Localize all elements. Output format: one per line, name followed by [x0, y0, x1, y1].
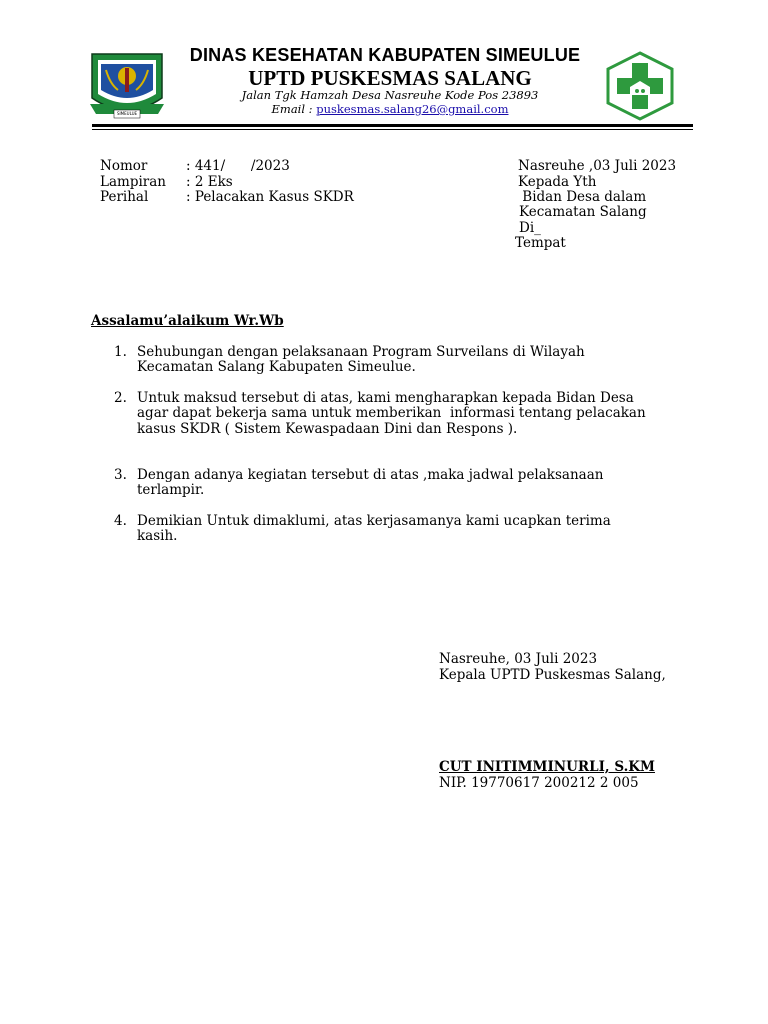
signatory-nip: NIP. 19770617 200212 2 005: [439, 775, 639, 791]
lampiran-label: Lampiran: [100, 174, 166, 190]
signatory-name: CUT INITIMMINURLI, S.KM: [439, 759, 655, 775]
item-4-line-2: kasih.: [137, 528, 178, 544]
item-4-line-1: Demikian Untuk dimaklumi, atas kerjasamanya kami ucapkan terima: [137, 513, 611, 529]
item-number: 1.: [114, 344, 127, 360]
perihal-value: : Pelacakan Kasus SKDR: [186, 189, 354, 205]
item-3-line-1: Dengan adanya kegiatan tersebut di atas ,maka jadwal pelaksanaan: [137, 467, 604, 483]
recipient-line-4: Tempat: [515, 235, 566, 251]
item-2-line-1: Untuk maksud tersebut di atas, kami mengharapkan kepada Bidan Desa: [137, 390, 634, 406]
signature-position: Kepala UPTD Puskesmas Salang,: [439, 667, 666, 683]
recipient-line-1: Bidan Desa dalam: [518, 189, 647, 205]
regency-logo-label: SIMEULUE: [116, 111, 138, 116]
header-rule-thick: [92, 124, 693, 127]
header-rule-thin: [92, 129, 693, 130]
perihal-label: Perihal: [100, 189, 149, 205]
recipient-salutation: Kepada Yth: [518, 174, 597, 190]
recipient-line-3: Di_: [519, 220, 541, 236]
item-number: 2.: [114, 390, 127, 406]
greeting: Assalamu’alaikum Wr.Wb: [91, 313, 284, 329]
lampiran-value: : 2 Eks: [186, 174, 233, 190]
email-line: [100, 102, 680, 116]
nomor-label: Nomor: [100, 158, 148, 174]
signature-place-date: Nasreuhe, 03 Juli 2023: [439, 651, 598, 667]
item-2-line-2: agar dapat bekerja sama untuk memberikan informasi tentang pelacakan: [137, 405, 646, 421]
item-2-line-3: kasus SKDR ( Sistem Kewaspadaan Dini dan Respons ).: [137, 421, 518, 437]
nomor-value: : 441/ /2023: [186, 158, 290, 174]
item-number: 3.: [114, 467, 127, 483]
item-1-line-1: Sehubungan dengan pelaksanaan Program Surveilans di Wilayah: [137, 344, 585, 360]
address: Jalan Tgk Hamzah Desa Nasreuhe Kode Pos 23893: [241, 88, 539, 102]
item-number: 4.: [114, 513, 127, 529]
email-label: Email :: [271, 102, 317, 116]
unit-name: UPTD PUSKESMAS SALANG: [248, 66, 532, 90]
recipient-line-2: Kecamatan Salang: [519, 204, 647, 220]
email-link[interactable]: puskesmas.salang26@gmail.com: [316, 102, 509, 116]
letter-date: Nasreuhe ,03 Juli 2023: [518, 158, 677, 174]
item-3-line-2: terlampir.: [137, 482, 205, 498]
agency-name: DINAS KESEHATAN KABUPATEN SIMEULUE: [189, 45, 581, 65]
item-1-line-2: Kecamatan Salang Kabupaten Simeulue.: [137, 359, 416, 375]
